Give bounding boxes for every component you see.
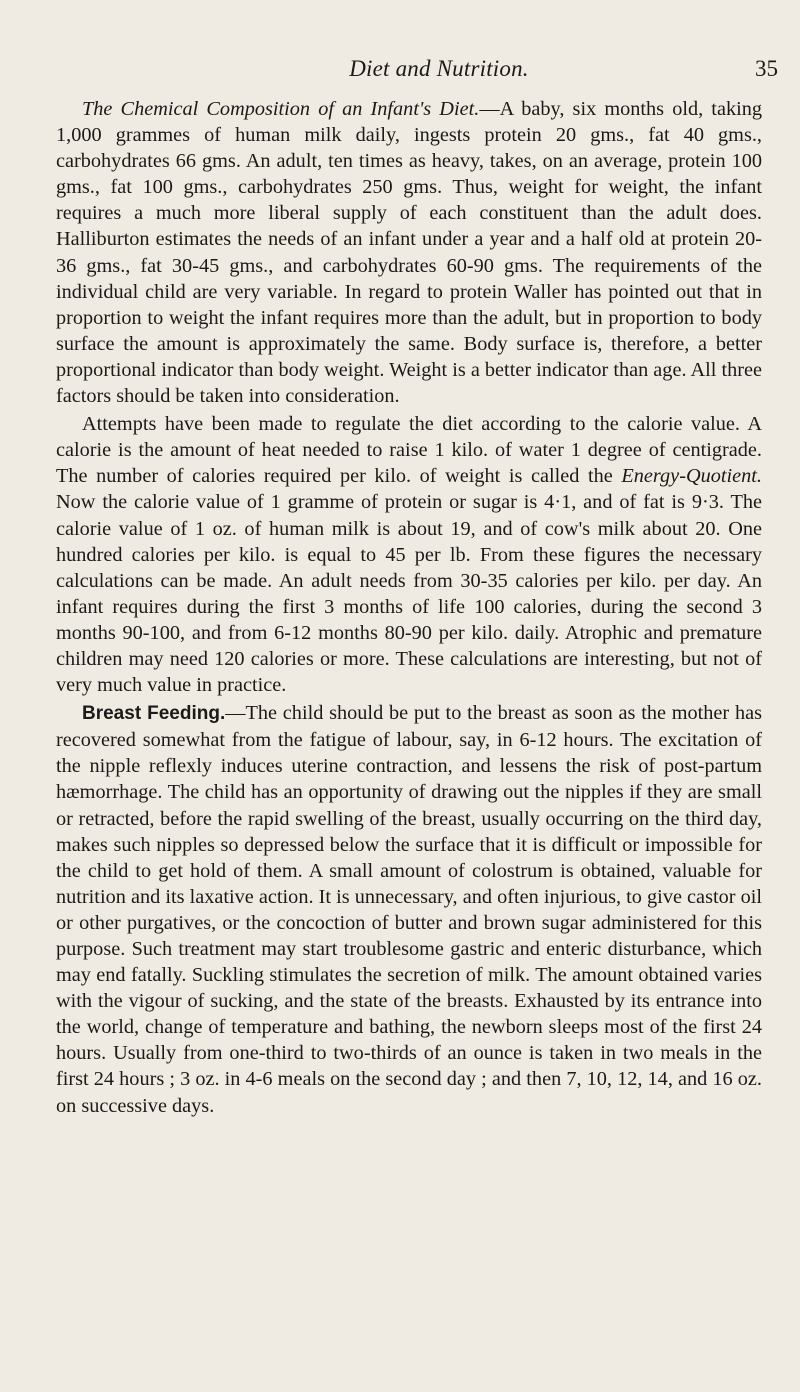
energy-quotient-term: Energy-Quotient.	[621, 465, 762, 488]
page-number: 35	[755, 56, 778, 81]
paragraph-text: —The child should be put to the breast as soon as the mother has recovered somewhat from the fatigue of labour, say, in 6-12 hours. The excitation of the nipple reflexly induces uterine contraction, and lessens the risk of post-partum hæmorrhage. The child has an opportunity of drawing out the nipples if they are small or retracted, before the rapid swelling of the breast, usually occurring on the third day, makes such nipples so depressed below the surface that it is difficult or impossible for the child to get hold of them. A small amount of colostrum is obtained, valuable for nutrition and its laxative action. It is unnecessary, and often injurious, to give castor oil or other purgatives, or the concoction of butter and brown sugar administered for this purpose. Such treatment may start troublesome gastric and enteric disturbance, which may end fatally. Suckling stimulates the secretion of milk. The amount obtained varies with the vigour of sucking, and the state of the breasts. Exhausted by its entrance into the world, change of temperature and bathing, the newborn sleeps most of the first 24 hours. Usually from one-third to two-thirds of an ounce is taken in two meals in the first 24 hours ; 3 oz. in 4-6 meals on the second day ; and then 7, 10, 12, 14, and 16 oz. on successive days.	[56, 702, 762, 1117]
paragraph-text-end: Now the calorie value of 1 gramme of protein or sugar is 4·1, and of fat is 9·3. The calorie value of 1 oz. of human milk is about 19, and of cow's milk about 20. One hundred calories per kilo. is equal to 45 per lb. From these figures the necessary calculations can be made. An adult needs from 30-35 calories per kilo. per day. An infant requires during the first 3 months of life 100 calories, during the second 3 months 90-100, and from 6-12 months 80-90 per kilo. daily. Atrophic and premature children may need 120 calories or more. These calculations are interesting, but not of very much value in practice.	[56, 491, 762, 697]
body-text	[56, 96, 762, 1119]
paragraph-title: The Chemical Composition of an Infant's Diet.	[82, 98, 480, 120]
paragraph-breast-feeding	[56, 700, 762, 1119]
paragraph-text: —A baby, six months old, taking 1,000 grammes of human milk daily, ingests protein 20 gms., fat 40 gms., carbohydrates 66 gms. An adult, ten times as heavy, takes, on an average, protein 100 gms., fat 100 gms., carbohydrates 250 gms. Thus, weight for weight, the infant requires a much more liberal supply of each constituent than the adult does. Halliburton estimates the needs of an infant under a year and a half old at protein 20-36 gms., fat 30-45 gms., and carbohydrates 60-90 gms. The requirements of the individual child are very variable. In regard to protein Waller has pointed out that in proportion to weight the infant requires more than the adult, but in proportion to body surface the amount is approximately the same. Body surface is, therefore, a better proportional indicator than body weight. Weight is a better indicator than age. All three factors should be taken into consideration.	[56, 98, 762, 408]
running-title: Diet and Nutrition.	[349, 56, 529, 81]
paragraph-calorie-value	[56, 411, 762, 698]
paragraph-infant-diet-composition	[56, 96, 762, 409]
running-head	[100, 56, 778, 86]
section-heading: Breast Feeding.	[82, 703, 226, 725]
paragraph-text-start: Attempts have been made to regulate the diet according to the calorie value. A calorie is the amount of heat needed to raise 1 kilo. of water 1 degree of centigrade. The number of calories required per kilo. of weight is called the	[56, 413, 762, 488]
